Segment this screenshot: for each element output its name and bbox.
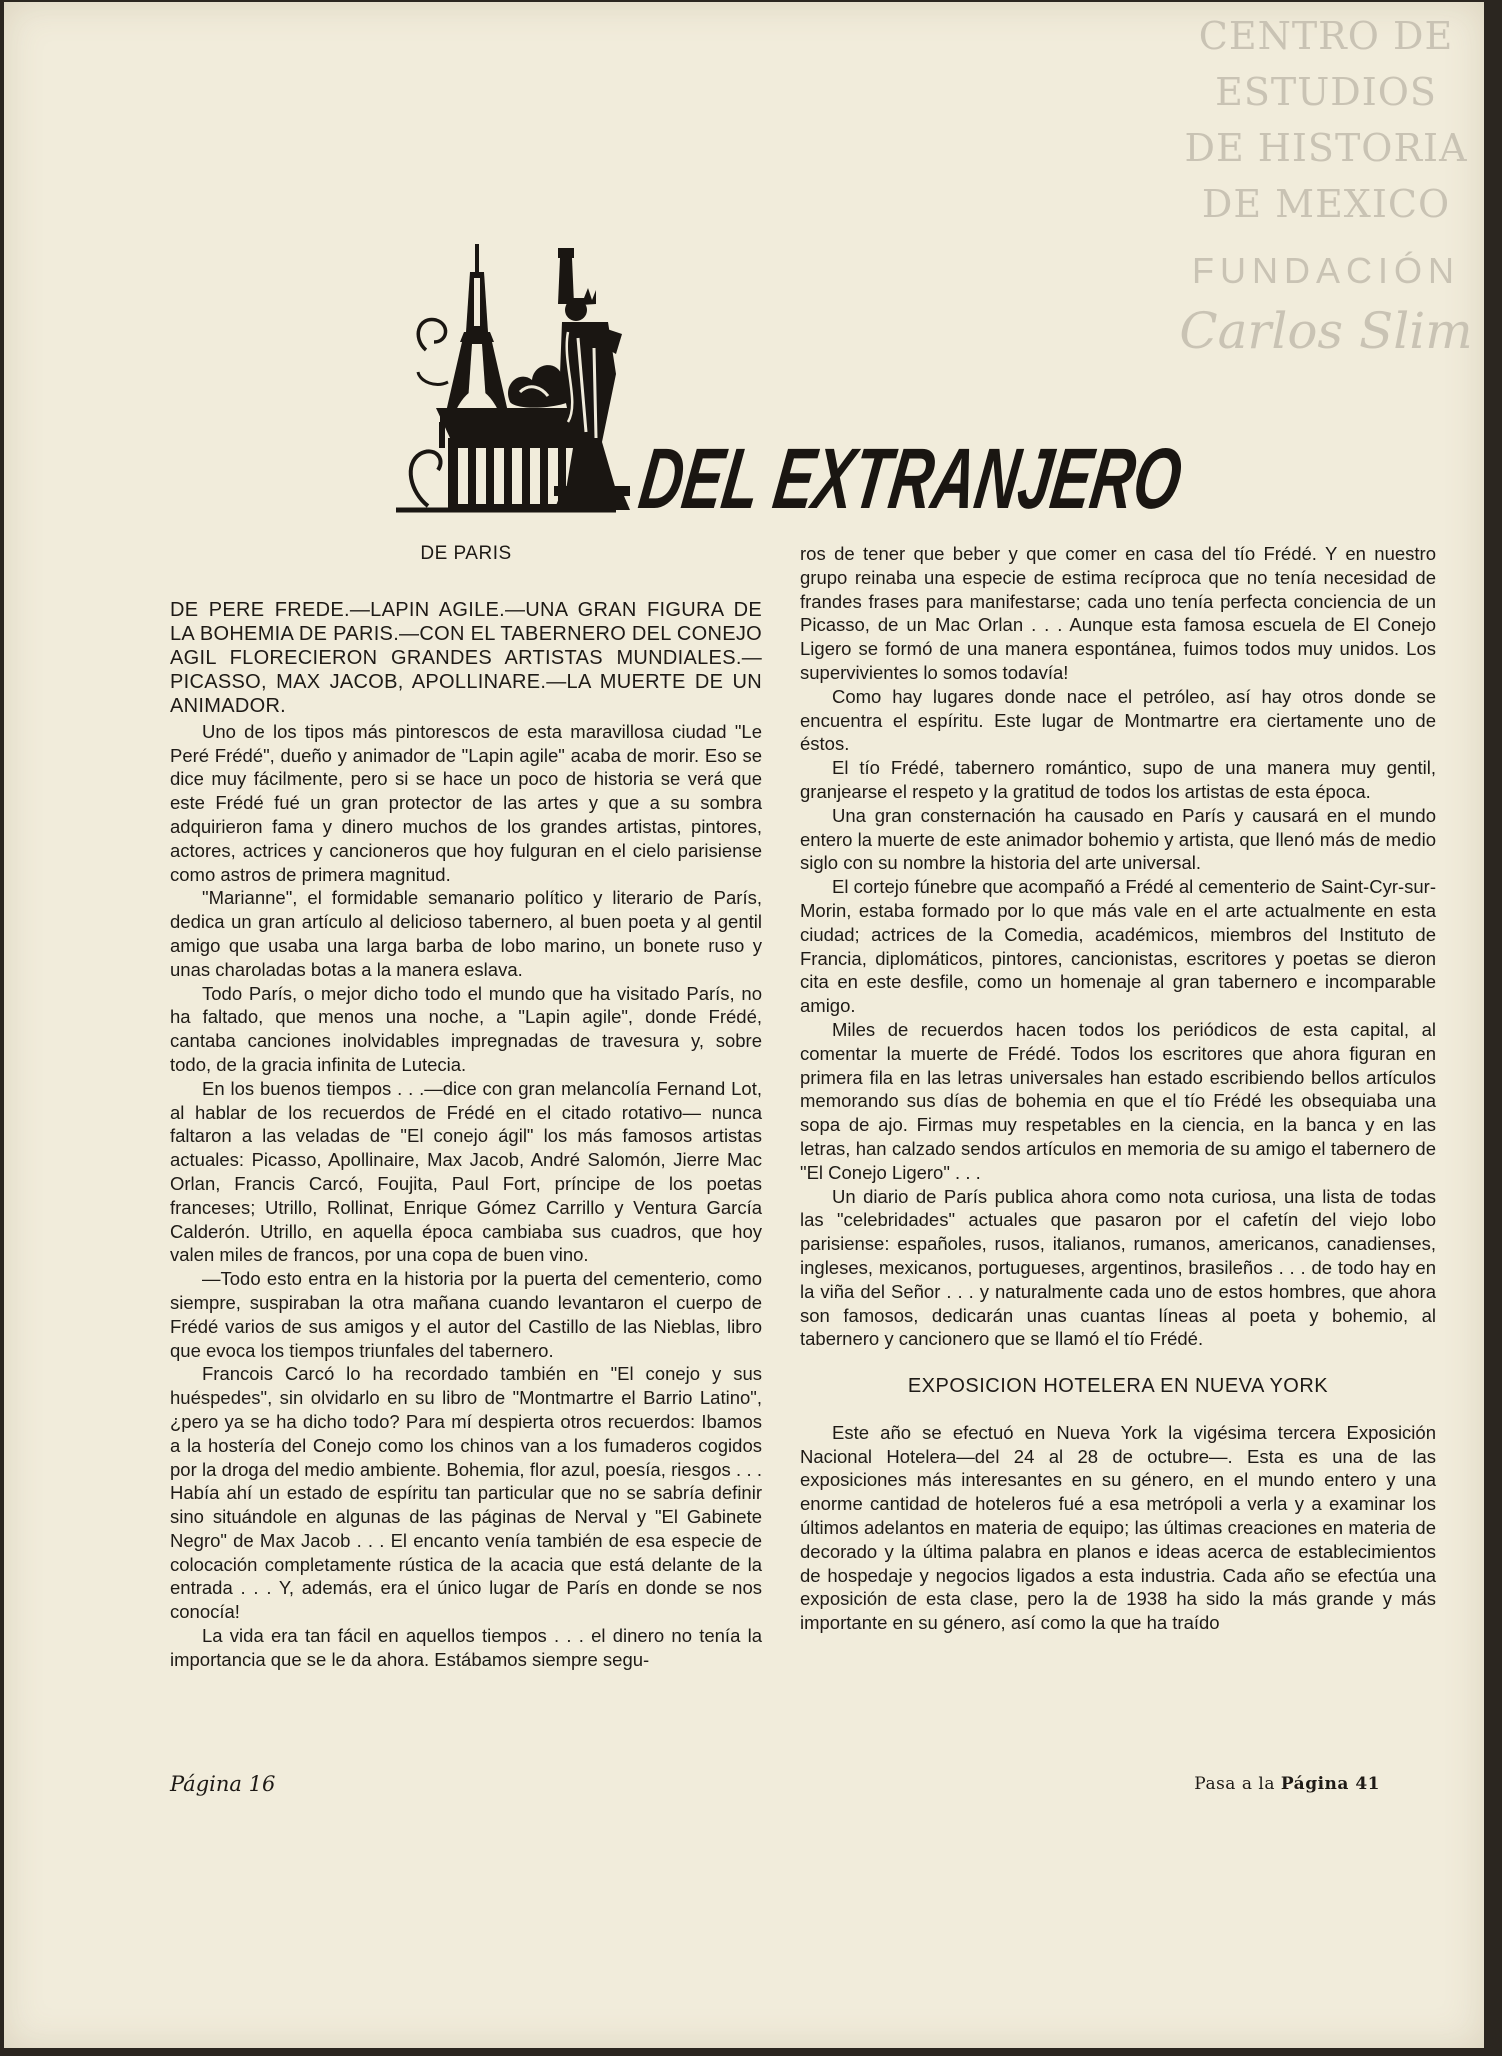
article-paragraph: El cortejo fúnebre que acompañó a Frédé al cementerio de Saint-Cyr-sur-Morin, estaba formado por lo que más vale en el arte actualmente en esta ciudad; actrices de la Comedia, académicos, miembros del Instituto de Francia, diplomáticos, pintores, cancionistas, escritores y poetas se dieron cita en este desfile, como un homenaje al gran tabernero e incomparable amigo. bbox=[800, 876, 1436, 1017]
article-paragraph: ros de tener que beber y que comer en casa del tío Frédé. Y en nuestro grupo reinaba una especie de estima recíproca que no tenía necesidad de frandes frases para manifestarse; cada uno tenía perfecta conciencia de un Picasso, de un Mac Orlan . . . Aunque esta famosa escuela de El Conejo Ligero se formó de una manera espontánea, fuimos todos muy unidos. Los supervivientes lo somos todavía! bbox=[800, 543, 1436, 683]
continued-prefix: Pasa a la bbox=[1194, 1774, 1281, 1794]
article-paragraph: El tío Frédé, tabernero romántico, supo de una manera muy gentil, granjearse el respeto y la gratitud de todos los artistas de esta época. bbox=[800, 757, 1436, 802]
article-section-title: DE PARIS bbox=[420, 543, 512, 564]
article-paragraph: Uno de los tipos más pintorescos de esta maravillosa ciudad "Le Peré Frédé", dueño y animador de "Lapin agile" acaba de morir. Eso se dice muy fácilmente, pero si se hace un poco de historia se verá que este Frédé fué un gran protector de las artes y que a su sombra adquirieron fama y dinero muchos de los grandes artistas, pintores, actores, actrices y cancioneros que hoy fulguran en el cielo parisiense como astros de primera magnitud. bbox=[170, 720, 762, 885]
article-paragraph: Una gran consternación ha causado en París y causará en el mundo entero la muerte de este animador bohemio y artista, que llenó más de medio siglo con su nombre la historia del arte universal. bbox=[800, 804, 1436, 874]
section-header-title: DEL EXTRANJERO bbox=[633, 431, 1430, 527]
article-paragraph: La vida era tan fácil en aquellos tiempos . . . el dinero no tenía la importancia que se le da ahora. Estábamos siempre segu- bbox=[170, 1625, 762, 1670]
watermark-foundation: FUNDACIÓN bbox=[1192, 250, 1460, 291]
left-column bbox=[170, 542, 762, 1672]
article-paragraph: Un diario de París publica ahora como nota curiosa, una lista de todas las "celebridades" actuales que pasaron por el cafetín del viejo lobo parisiense: españoles, rusos, italianos, rumanos, americanos, canadienses, ingleses, mexicanos, portugueses, argentinos, brasileños . . . de todo hay en la viña del Señor . . . y naturalmente cada uno de estos hombres, que ahora son famosos, dedicarán unas cuantas líneas al poeta y bohemio, al tabernero y cancionero que se llamó el tío Frédé. bbox=[800, 1185, 1436, 1350]
article-subheading: DE PERE FREDE.—LAPIN AGILE.—UNA GRAN FIGURA DE LA BOHEMIA DE PARIS.—CON EL TABERNERO DEL CONEJO AGIL FLORECIERON GRANDES ARTISTAS MUNDIALES.—PICASSO, MAX JACOB, APOLLINARE.—LA MUERTE DE UN ANIMADOR. bbox=[170, 598, 762, 717]
archive-watermark bbox=[1176, 8, 1476, 366]
page-number: Página 16 bbox=[170, 1772, 276, 1796]
watermark-line: DE MEXICO bbox=[1201, 182, 1451, 226]
magazine-page bbox=[4, 2, 1484, 2048]
continued-note bbox=[1194, 1774, 1380, 1794]
article-paragraph: Todo París, o mejor dicho todo el mundo que ha visitado París, no ha faltado, que menos una noche, a "Lapin agile", donde Frédé, cantaba canciones inolvidables impregnadas de travesura y, sobre todo, de la gracia infinita de Lutecia. bbox=[170, 982, 762, 1075]
watermark-signature: Carlos Slim bbox=[1179, 302, 1473, 360]
watermark-line: ESTUDIOS bbox=[1215, 70, 1437, 114]
article-paragraph: "Marianne", el formidable semanario político y literario de París, dedica un gran artículo al delicioso tabernero, al buen poeta y al gentil amigo que usaba una larga barba de lobo marino, un bonete ruso y unas charoladas botas a la manera eslava. bbox=[170, 887, 762, 980]
article-paragraph: Miles de recuerdos hacen todos los periódicos de esta capital, al comentar la muerte de Frédé. Todos los escritores que ahora figuran en primera fila en las letras universales han estado escribiendo bellos artículos memorando sus días de bohemia en que el tío Frédé les obsequiaba una sopa de ajo. Firmas muy respetables en la ciencia, en la banca y en las letras, han calzado sendos artículos en memoria de su amigo el tabernero de "El Conejo Ligero" . . . bbox=[800, 1018, 1436, 1183]
watermark-line: DE HISTORIA bbox=[1184, 126, 1468, 170]
article-section-title: EXPOSICION HOTELERA EN NUEVA YORK bbox=[907, 1375, 1329, 1398]
article-paragraph: En los buenos tiempos . . .—dice con gran melancolía Fernand Lot, al hablar de los recuerdos de Frédé en el citado rotativo— nunca faltaron a las veladas de "El conejo ágil" los más famosos artistas actuales: Picasso, Apollinaire, Max Jacob, André Salomón, Jierre Mac Orlan, Francis Carcó, Foujita, Paul Fort, príncipe de los poetas franceses; Utrillo, Rollinat, Enrique Gómez Carrillo y Ventura García Calderón. Utrillo, en aquella época cambiaba sus cuadros, que hoy valen miles de francos, por una copa de buen vino. bbox=[170, 1077, 762, 1266]
watermark-line: CENTRO DE bbox=[1198, 14, 1454, 58]
article-paragraph: —Todo esto entra en la historia por la puerta del cementerio, como siempre, suspiraban la otra mañana cuando levantaron el cuerpo de Frédé varios de sus amigos y el autor del Castillo de las Nieblas, libro que evoca los tiempos triunfales del tabernero. bbox=[170, 1268, 762, 1361]
article-paragraph: Como hay lugares donde nace el petróleo, así hay otros donde se encuentra el espíritu. Este lugar de Montmartre era ciertamente uno de éstos. bbox=[800, 685, 1436, 755]
article-paragraph: Este año se efectuó en Nueva York la vigésima tercera Exposición Nacional Hotelera—del 24 al 28 de octubre—. Esta es una de las exposiciones más interesantes en su género, en el mundo entero y una enorme cantidad de hoteleros fué a esa metrópoli a verla y a examinar los últimos adelantos en materia de equipo; las últimas creaciones en materia de decorado y la última palabra en planos e ideas acerca de establecimientos de hospedaje y negocios ligados a esta industria. Cada año se efectúa una exposición de esta clase, pero la de 1938 ha sido la más grande y más importante en su género, así como la que ha traído bbox=[800, 1421, 1436, 1634]
article-paragraph: Francois Carcó lo ha recordado también en "El conejo y sus huéspedes", sin olvidarlo en su libro de "Montmartre el Barrio Latino", ¿pero ya se ha dicho todo? Para mí despierta otros recuerdos: Ibamos a la hostería del Conejo como los chinos van a los fumaderos cogidos por la droga del medio ambiente. Bohemia, flor azul, poesía, riesgos . . . Había ahí un estado de espíritu tan particular que no se sabría definir sino situándole en algunas de las páginas de Nerval y "El Gabinete Negro" de Max Jacob . . . El encanto venía también de esa especie de colocación completamente rústica de la acacia que está delante de la entrada . . . Y, además, era el único lugar de París en donde se nos conocía! bbox=[170, 1363, 762, 1623]
continued-page: Página 41 bbox=[1280, 1774, 1380, 1794]
right-column bbox=[800, 542, 1436, 1635]
